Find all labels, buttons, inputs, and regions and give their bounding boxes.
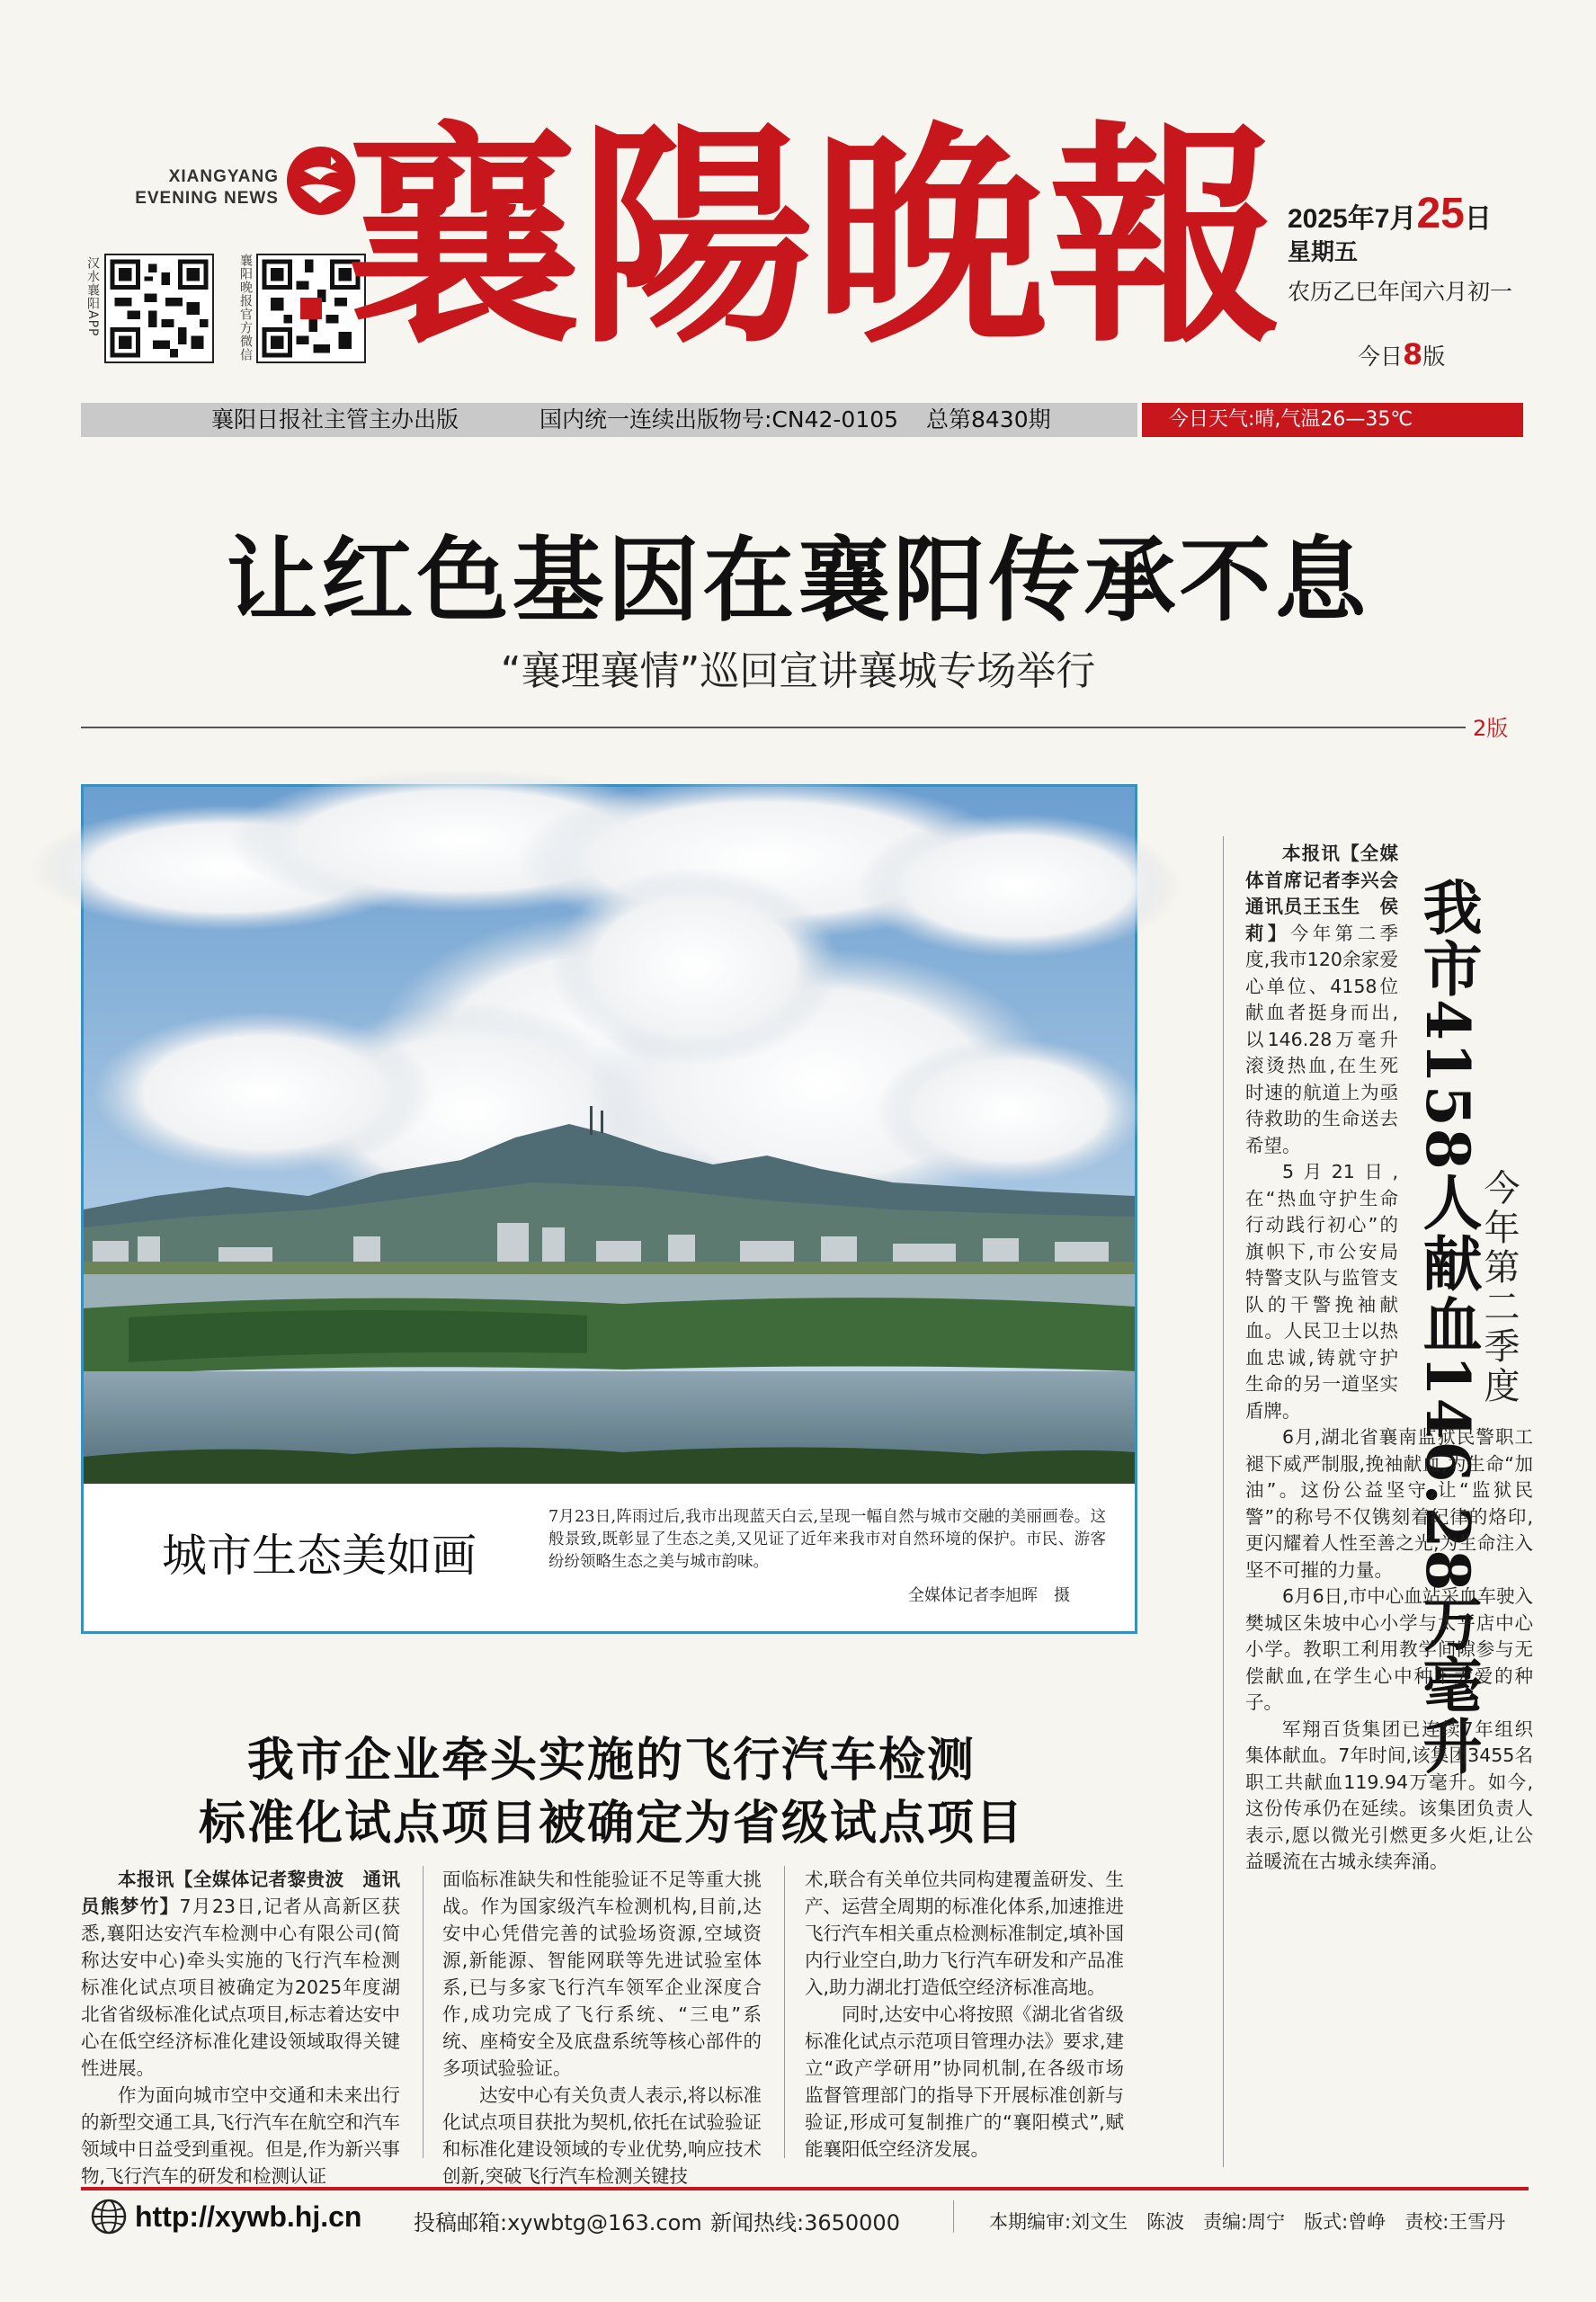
article3-paragraph-4: 6月6日,市中心血站采血车驶入樊城区朱坡中心小学与太平店中心小学。教职工利用教学间隙参与无偿献血,在学生心中种下大爱的种子。 [1245, 1585, 1533, 1713]
article2-column-3 [805, 1866, 1124, 2163]
issue-date: 2025年7月25日 [1288, 190, 1492, 237]
article3-title[interactable]: 我市4158人献血146.28万毫升 [1413, 877, 1483, 1777]
article2-column-1 [81, 1866, 400, 2190]
article2-col3-paragraph-2: 同时,达安中心将按照《湖北省省级标准化试点示范项目管理办法》要求,建立“政产学研用”协同机制,在各级市场监督管理部门的指导下开展标准创新与验证,形成可复制推广的“襄阳模式”,赋能襄阳低空经济发展。 [805, 2003, 1125, 2160]
publisher-text: 襄阳日报社主管主办出版 [211, 406, 459, 433]
svg-text:襄陽晚報: 襄陽晚報 [346, 101, 1281, 375]
qr-code-app[interactable] [104, 254, 214, 363]
submission-email[interactable]: 投稿邮箱:xywbtg@163.com [414, 2210, 702, 2235]
article2-title-line2[interactable]: 标准化试点项目被确定为省级试点项目 [198, 1796, 1024, 1851]
cn-number-text: 国内统一连续出版物号:CN42-0105 [539, 406, 899, 433]
article2-col3-paragraph-1: 术,联合有关单位共同构建覆盖研发、生产、运营全周期的标准化体系,加速推进飞行汽车相关重点检测标准制定,填补国内行业空白,助力飞行汽车研发和产品准入,助力湖北打造低空经济标准高地。 [805, 1869, 1125, 1998]
masthead-title [346, 63, 1281, 375]
page-reference[interactable]: 2版 [1473, 716, 1509, 741]
article3-paragraph-3: 6月,湖北省襄南监狱民警职工褪下威严制服,挽袖献血,为生命“加油”。这份公益坚守,让“监狱民警”的称号不仅镌刻着纪律的烙印,更闪耀着人性至善之光,为生命注入坚不可摧的力量。 [1245, 1426, 1533, 1581]
article2-col1-paragraph-2: 作为面向城市空中交通和未来出行的新型交通工具,飞行汽车在航空和汽车领域中日益受到重视。但是,作为新兴事物,飞行汽车的研发和检测认证 [81, 2084, 401, 2187]
photo-credit: 全媒体记者李旭晖 摄 [908, 1586, 1070, 1605]
weather-bar [1142, 403, 1523, 437]
article3-paragraph-1: 今年第二季度,我市120余家爱心单位、4158位献血者挺身而出,以146.28万毫升滚烫热血,在生死时速的航道上为亟待救助的生命送去希望。 [1245, 922, 1399, 1156]
article2-col2-paragraph-2: 达安中心有关负责人表示,将以标准化试点项目获批为契机,依托在试验验证和标准化建设领域的专业优势,响应技术创新,突破飞行汽车检测关键技 [442, 2084, 762, 2187]
qr-caption-wechat: 襄阳晚报官方微信 [238, 254, 253, 361]
publication-info-bar [81, 403, 1137, 437]
landscape-photo [84, 787, 1135, 1484]
english-name: XIANGYANG EVENING NEWS [135, 167, 279, 208]
main-headline[interactable]: 让红色基因在襄阳传承不息 [226, 528, 1370, 635]
article2-title-line1[interactable]: 我市企业牵头实施的飞行汽车检测 [246, 1733, 976, 1788]
weather-text: 今日天气:晴,气温26—35℃ [1169, 408, 1413, 431]
article2-col2-paragraph-1: 面临标准缺失和性能验证不足等重大挑战。作为国家级汽车检测机构,目前,达安中心凭借完善的试验场资源,空域资源,新能源、智能网联等先进试验室体系,已与多家飞行汽车领军企业深度合作,成功完成了飞行系统、“三电”系统、座椅安全及底盘系统等核心部件的多项试验验证。 [442, 1869, 762, 2079]
headline-divider [81, 727, 1466, 728]
column-divider [423, 1866, 424, 2158]
main-subheadline: “襄理襄情”巡回宣讲襄城专场举行 [500, 648, 1096, 694]
weekday: 星期五 [1288, 239, 1359, 266]
editor-credits: 本期编审:刘文生 陈波 责编:周宁 版式:曾峥 责校:王雪丹 [989, 2211, 1506, 2233]
column-divider [1223, 836, 1224, 2167]
article2-col1-paragraph-1: 7月23日,记者从高新区获悉,襄阳达安汽车检测中心有限公司(简称达安中心)牵头实施的飞行汽车检测标准化试点项目被确定为2025年度湖北省省级标准化试点项目,标志着达安中心在低空经济标准化建设领域取得关键性进展。 [81, 1896, 401, 2079]
news-hotline: 新闻热线:3650000 [710, 2210, 900, 2235]
qr-caption-app: 汉水襄阳APP [85, 256, 100, 337]
footer-divider [81, 2187, 1529, 2190]
website-link[interactable]: http://xywb.hj.cn [135, 2200, 362, 2233]
issue-number-text: 总第8430期 [926, 406, 1051, 433]
article3-paragraph-2: 5月21日,在“热血守护生命 行动践行初心”的旗帜下,市公安局特警支队与监管支队的干警挽袖献血。人民卫士以热血忠诚,铸就守护生命的另一道坚实盾牌。 [1245, 1161, 1417, 1422]
photo-caption: 7月23日,阵雨过后,我市出现蓝天白云,呈现一幅自然与城市交融的美丽画卷。这般景致,既彰显了生态之美,又见证了近年来我市对自然环境的保护。市民、游客纷纷领略生态之美与城市韵味。 [548, 1508, 1106, 1571]
article3-subtitle: 今年第二季度 [1478, 1169, 1520, 1406]
page-count: 今日8版 [1358, 337, 1446, 371]
footer-divider [953, 2200, 954, 2233]
globe-icon [90, 2198, 128, 2235]
article3-body [1245, 841, 1533, 1876]
photo-title: 城市生态美如画 [162, 1530, 477, 1582]
article3-paragraph-5: 军翔百货集团已连续7年组织集体献血。7年时间,该集团3455名职工共献血119.94万毫升。如今,这份传承仍在延续。该集团负责人表示,愿以微光引燃更多火炬,让公益暖流在古城永续奔涌。 [1245, 1718, 1533, 1872]
lunar-date: 农历乙巳年闰六月初一 [1288, 279, 1513, 305]
article2-lead: 本报讯【全媒体记者黎贵波 通讯员熊梦竹】 [81, 1869, 400, 1917]
article3-lead: 本报讯【全媒体首席记者李兴会 通讯员王玉生 侯莉】 [1245, 843, 1417, 944]
article2-column-2 [442, 1866, 762, 2190]
column-divider [784, 1866, 785, 2158]
